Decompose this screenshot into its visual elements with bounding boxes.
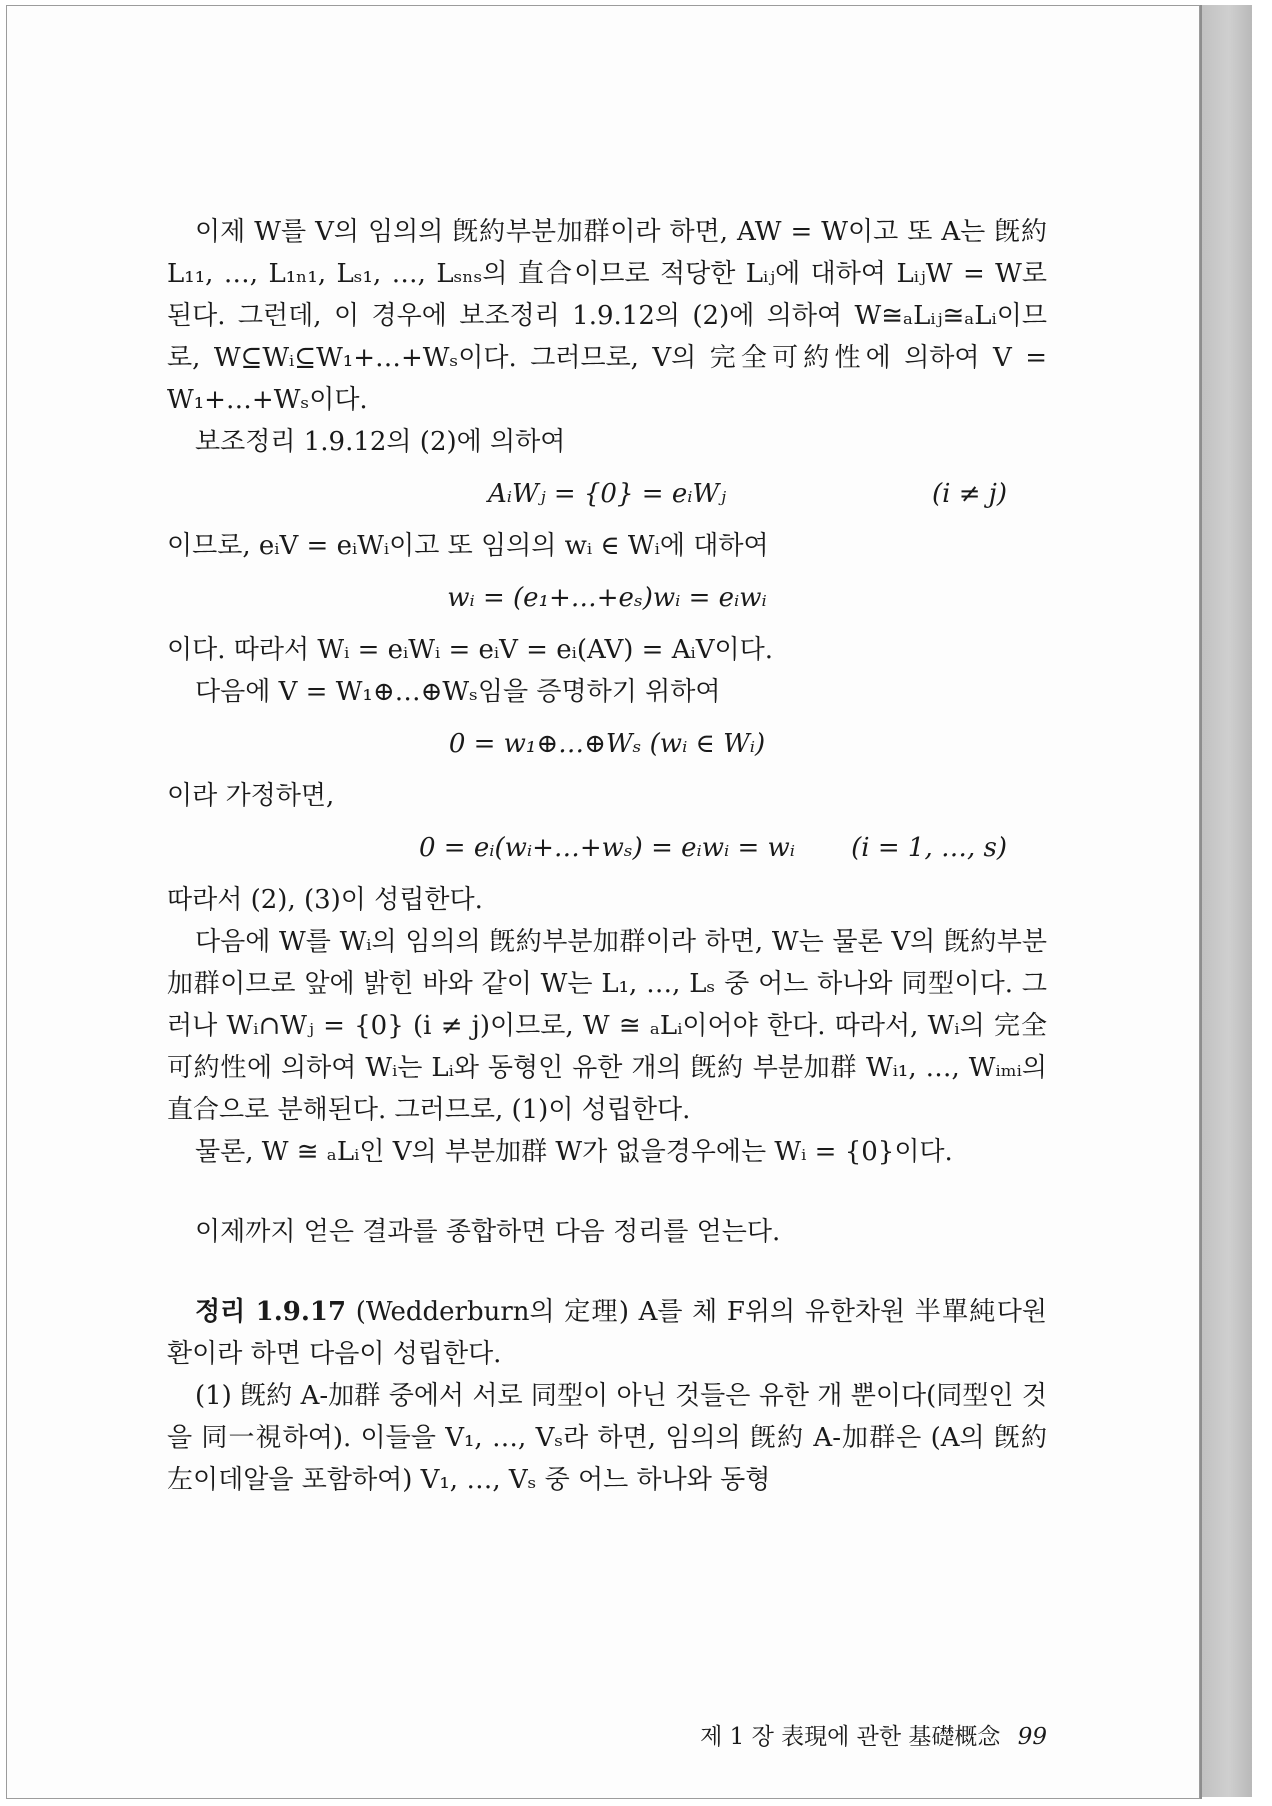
equation-1 [167,473,1047,515]
chapter-title: 제 1 장 表現에 관한 基礎概念 [700,1724,1001,1750]
equation-3-expr: 0 = w₁⊕…⊕Wₛ (wᵢ ∈ Wᵢ) [448,729,766,759]
paragraph-6: 이라 가정하면, [167,781,335,811]
page-number: 99 [1017,1724,1047,1750]
spacer [167,1253,1047,1291]
equation-1-expr: AᵢWⱼ = {0} = eᵢWⱼ [487,479,727,509]
paragraph-2: 보조정리 1.9.12의 (2)에 의하여 [195,427,566,457]
book-spine [1193,5,1252,1797]
book-page [6,5,1200,1799]
paragraph-7: 따라서 (2), (3)이 성립한다. [167,885,483,915]
paragraph-5: 다음에 V = W₁⊕…⊕Wₛ임을 증명하기 위하여 [195,677,721,707]
theorem-label: 정리 1.9.17 [195,1297,347,1327]
equation-4-condition: (i = 1, …, s) [851,833,1007,863]
equation-3 [167,723,1047,765]
paragraph-3: 이므로, eᵢV = eᵢWᵢ이고 또 임의의 wᵢ ∈ Wᵢ에 대하여 [167,531,769,561]
spacer [167,1173,1047,1211]
paragraph-4: 이다. 따라서 Wᵢ = eᵢWᵢ = eᵢV = eᵢ(AV) = AᵢV이다. [167,635,773,665]
equation-4-expr: 0 = eᵢ(wᵢ+…+wₛ) = eᵢwᵢ = wᵢ [418,833,796,863]
equation-4 [167,827,1047,869]
theorem [167,1291,1047,1375]
theorem-text: (Wedderburn의 定理) A를 체 F위의 유한차원 半單純다원환이라 하면 다음이 성립한다. [167,1297,1048,1369]
paragraph-11: (1) 旣約 A-加群 중에서 서로 同型이 아닌 것들은 유한 개 뿐이다(同型인 것을 同一視하여). 이들을 V₁, …, Vₛ라 하면, 임의의 旣約 A-加群은 (A의 旣約 左이데알을 포함하여) V₁, …, Vₛ 중 어느 하나와 동형 [167,1381,1047,1495]
page-footer [647,1718,1047,1751]
equation-2 [167,577,1047,619]
page-content [167,211,1047,1501]
paragraph-9: 물론, W ≅ ₐLᵢ인 V의 부분加群 W가 없을경우에는 Wᵢ = {0}이다. [195,1137,953,1167]
equation-2-expr: wᵢ = (e₁+…+eₛ)wᵢ = eᵢwᵢ [447,583,767,613]
paragraph-8: 다음에 W를 Wᵢ의 임의의 旣約부분加群이라 하면, W는 물론 V의 旣約부분加群이므로 앞에 밝힌 바와 같이 W는 L₁, …, Lₛ 중 어느 하나와 同型이다. 그러나 Wᵢ∩Wⱼ = {0} (i ≠ j)이므로, W ≅ ₐLᵢ이어야 한다. 따라서, Wᵢ의 完全可約性에 의하여 Wᵢ는 Lᵢ와 동형인 유한 개의 旣約 부분加群 Wᵢ₁, …, Wᵢₘᵢ의 直合으로 분해된다. 그러므로, (1)이 성립한다. [167,927,1047,1125]
equation-1-condition: (i ≠ j) [932,479,1007,509]
paragraph-10: 이제까지 얻은 결과를 종합하면 다음 정리를 얻는다. [195,1217,781,1247]
paragraph-1: 이제 W를 V의 임의의 旣約부분加群이라 하면, AW = W이고 또 A는 旣約 L₁₁, …, L₁ₙ₁, Lₛ₁, …, Lₛₙₛ의 直合이므로 적당한 Lᵢⱼ에 대하여 LᵢⱼW = W로 된다. 그런데, 이 경우에 보조정리 1.9.12의 (2)에 의하여 W≅ₐLᵢⱼ≅ₐLᵢ이므로, W⊆Wᵢ⊆W₁+…+Wₛ이다. 그러므로, V의 完全可約性에 의하여 V = W₁+…+Wₛ이다. [167,217,1047,415]
